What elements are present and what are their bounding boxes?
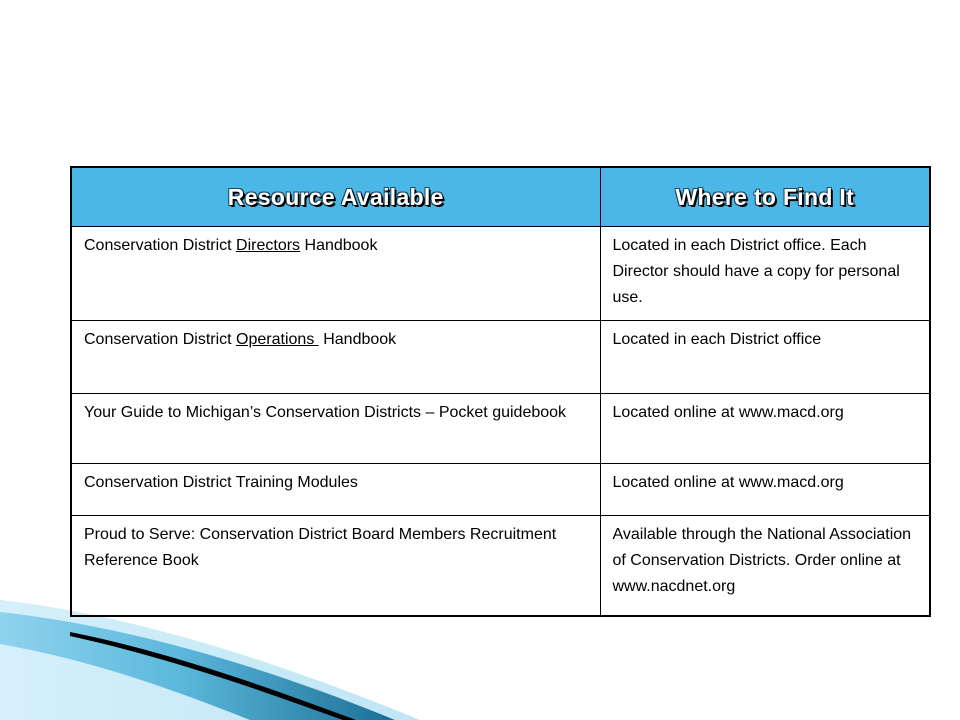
location-cell: Located online at www.macd.org — [600, 394, 930, 464]
resource-cell — [71, 321, 600, 394]
table-row — [71, 394, 930, 464]
header-resource: Resource Available — [71, 167, 600, 227]
table-row — [71, 227, 930, 321]
resource-emphasis: Directors — [236, 237, 301, 254]
resource-text-end: Handbook — [318, 331, 397, 348]
table-row — [71, 464, 930, 516]
header-row — [71, 167, 930, 227]
header-location: Where to Find It — [600, 167, 930, 227]
resource-cell: Proud to Serve: Conservation District Board Members Recruitment Reference Book — [71, 516, 600, 617]
resource-emphasis: Operations — [236, 331, 319, 348]
location-cell: Available through the National Association of Conservation Districts. Order online at www.nacdnet.org — [600, 516, 930, 617]
resource-table — [70, 166, 931, 617]
location-cell: Located online at www.macd.org — [600, 464, 930, 516]
resource-cell — [71, 227, 600, 321]
swoosh-light-band — [0, 600, 420, 720]
swoosh-blue-band — [0, 612, 395, 720]
swoosh-dark-stripe — [70, 632, 356, 720]
resource-text: Conservation District — [84, 331, 237, 348]
resource-cell: Conservation District Training Modules — [71, 464, 600, 516]
resource-text: Conservation District — [84, 237, 237, 254]
table-row — [71, 321, 930, 394]
location-cell: Located in each District office. Each Director should have a copy for personal use. — [600, 227, 930, 321]
table-row — [71, 516, 930, 617]
resource-cell: Your Guide to Michigan’s Conservation Districts – Pocket guidebook — [71, 394, 600, 464]
location-cell: Located in each District office — [600, 321, 930, 394]
resource-text-end: Handbook — [300, 237, 378, 254]
